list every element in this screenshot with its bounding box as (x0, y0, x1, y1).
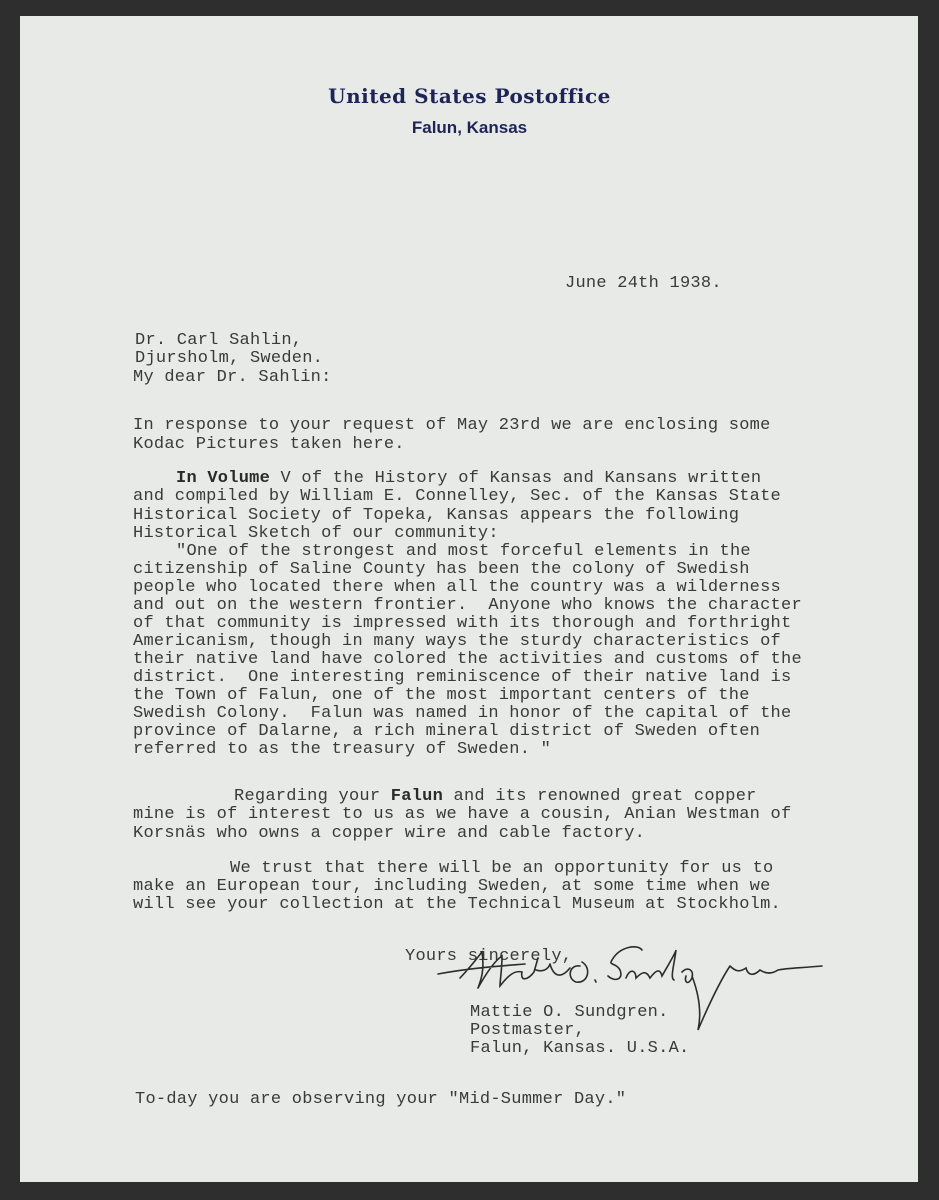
quote-line: of that community is impressed with its thorough and forthright (133, 614, 792, 633)
body-line: Korsnäs who owns a copper wire and cable factory. (133, 824, 646, 843)
quote-line: "One of the strongest and most forceful elements in the (176, 542, 751, 561)
quote-line: district. One interesting reminiscence of their native land is (133, 668, 792, 687)
body-line (234, 788, 757, 806)
quote-line: Swedish Colony. Falun was named in honor of the capital of the (133, 704, 792, 723)
quote-line: their native land have colored the activities and customs of the (133, 650, 802, 669)
quote-line: citizenship of Saline County has been the colony of Swedish (133, 560, 750, 579)
body-text: Regarding your (234, 787, 391, 806)
signer-location: Falun, Kansas. U.S.A. (470, 1039, 690, 1058)
closing: Yours sincerely, (405, 947, 573, 966)
body-text: V of the History of Kansas and Kansans written (270, 469, 762, 488)
letterhead-title: United States Postoffice (328, 84, 611, 108)
quote-line: people who located there when all the country was a wilderness (133, 578, 782, 597)
letterhead-location: Falun, Kansas (411, 118, 528, 137)
body-line: In response to your request of May 23rd we are enclosing some (133, 416, 771, 435)
body-line: Kodac Pictures taken here. (133, 435, 405, 454)
body-line: Historical Society of Topeka, Kansas appears the following (133, 506, 740, 525)
bold-lead: In Volume (176, 469, 271, 488)
body-line: will see your collection at the Technical Museum at Stockholm. (133, 895, 782, 914)
signer-title: Postmaster, (470, 1021, 585, 1040)
signer-name: Mattie O. Sundgren. (470, 1003, 669, 1022)
quote-line: the Town of Falun, one of the most important centers of the (133, 686, 750, 705)
letter-date: June 24th 1938. (565, 274, 722, 293)
postscript: To-day you are observing your "Mid-Summer Day." (135, 1090, 627, 1109)
body-line: make an European tour, including Sweden, at some time when we (133, 877, 771, 896)
salutation: My dear Dr. Sahlin: (133, 368, 332, 387)
quote-line: province of Dalarne, a rich mineral district of Sweden often (133, 722, 761, 741)
address-line: Djursholm, Sweden. (135, 349, 324, 368)
body-line: mine is of interest to us as we have a cousin, Anian Westman of (133, 805, 792, 824)
address-line: Dr. Carl Sahlin, (135, 331, 303, 350)
quote-line: referred to as the treasury of Sweden. " (133, 740, 552, 759)
body-text: and its renowned great copper (443, 787, 757, 806)
body-line: Historical Sketch of our community: (133, 524, 499, 543)
body-line: and compiled by William E. Connelley, Sec. of the Kansas State (133, 487, 782, 506)
bold-word: Falun (390, 787, 444, 806)
body-line: We trust that there will be an opportunity for us to (230, 859, 774, 878)
body-line (176, 470, 761, 488)
quote-line: and out on the western frontier. Anyone who knows the character (133, 596, 802, 615)
quote-line: Americanism, though in many ways the sturdy characteristics of (133, 632, 782, 651)
